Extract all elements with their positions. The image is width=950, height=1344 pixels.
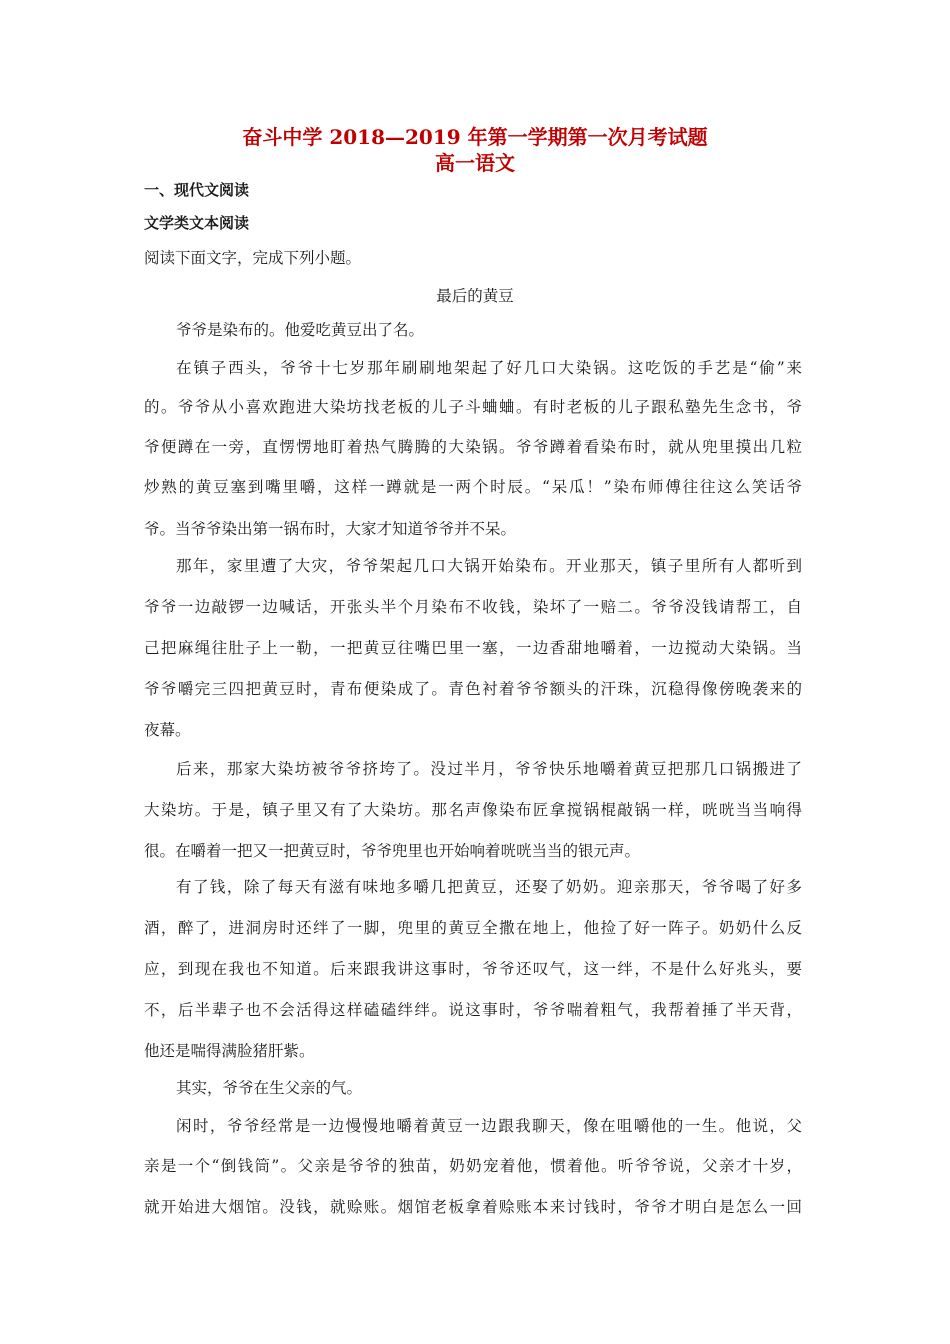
story-line: 他还是喘得满脸猪肝紫。 <box>144 1042 315 1060</box>
section-heading: 一、现代文阅读 <box>144 181 250 199</box>
story-title: 最后的黄豆 <box>436 287 514 305</box>
story-line: 爷。当爷爷染出第一锅布时，大家才知道爷爷并不呆。 <box>144 520 517 538</box>
section-subheading: 文学类文本阅读 <box>144 214 250 232</box>
exam-subtitle: 高一语文 <box>435 151 515 175</box>
story-line: 其实，爷爷在生父亲的气。 <box>176 1079 363 1097</box>
story-line: 很。在嚼着一把又一把黄豆时，爷爷兜里也开始响着咣咣当当的银元声。 <box>144 842 641 860</box>
story-line: 不，后半辈子也不会活得这样磕磕绊绊。说这事时，爷爷喘着粗气，我帮着捶了半天背， <box>144 1001 802 1019</box>
story-line: 炒熟的黄豆塞到嘴里嚼，这样一蹲就是一两个时辰。“呆瓜！”染布师傅往往这么笑话爷 <box>144 478 802 496</box>
story-line: 大染坊。于是，镇子里又有了大染坊。那名声像染布匠拿搅锅棍敲锅一样，咣咣当当响得 <box>144 801 802 819</box>
story-line: 那年，家里遭了大灾，爷爷架起几口大锅开始染布。开业那天，镇子里所有人都听到 <box>176 557 802 575</box>
story-line: 亲是一个“倒钱筒”。父亲是爷爷的独苗，奶奶宠着他，惯着他。听爷爷说，父亲才十岁， <box>144 1157 802 1175</box>
story-line: 爷爷一边敲锣一边喊话，开张头半个月染布不收钱，染坏了一赔二。爷爷没钱请帮工，自 <box>144 598 802 616</box>
story-line: 应，到现在我也不知道。后来跟我讲这事时，爷爷还叹气，这一绊，不是什么好兆头，要 <box>144 960 802 978</box>
story-line: 有了钱，除了每天有滋有味地多嚼几把黄豆，还娶了奶奶。迎亲那天，爷爷喝了好多 <box>176 878 802 896</box>
story-line: 就开始进大烟馆。没钱，就赊账。烟馆老板拿着赊账本来讨钱时，爷爷才明白是怎么一回 <box>144 1198 802 1216</box>
story-line: 爷便蹲在一旁，直愣愣地盯着热气腾腾的大染锅。爷爷蹲着看染布时，就从兜里摸出几粒 <box>144 438 802 456</box>
story-line: 己把麻绳往肚子上一勒，一把黄豆往嘴巴里一塞，一边香甜地嚼着，一边搅动大染锅。当 <box>144 639 802 657</box>
story-line: 在镇子西头，爷爷十七岁那年刷刷地架起了好几口大染锅。这吃饭的手艺是“偷”来 <box>176 359 802 377</box>
story-line: 的。爷爷从小喜欢跑进大染坊找老板的儿子斗蛐蛐。有时老板的儿子跟私塾先生念书，爷 <box>144 398 802 416</box>
exam-title: 奋斗中学 2018—2019 年第一学期第一次月考试题 <box>242 125 708 149</box>
story-line: 爷爷是染布的。他爱吃黄豆出了名。 <box>176 321 425 339</box>
story-line: 爷爷嚼完三四把黄豆时，青布便染成了。青色衬着爷爷额头的汗珠，沉稳得像傍晚袭来的 <box>144 680 802 698</box>
story-line: 闲时，爷爷经常是一边慢慢地嚼着黄豆一边跟我聊天，像在咀嚼他的一生。他说，父 <box>176 1117 802 1135</box>
story-line: 后来，那家大染坊被爷爷挤垮了。没过半月，爷爷快乐地嚼着黄豆把那几口锅搬进了 <box>176 760 802 778</box>
story-line: 夜幕。 <box>144 721 191 739</box>
story-line: 酒，醉了，进洞房时还绊了一脚，兜里的黄豆全撒在地上，他捡了好一阵子。奶奶什么反 <box>144 919 802 937</box>
instruction-text: 阅读下面文字，完成下列小题。 <box>144 249 362 267</box>
